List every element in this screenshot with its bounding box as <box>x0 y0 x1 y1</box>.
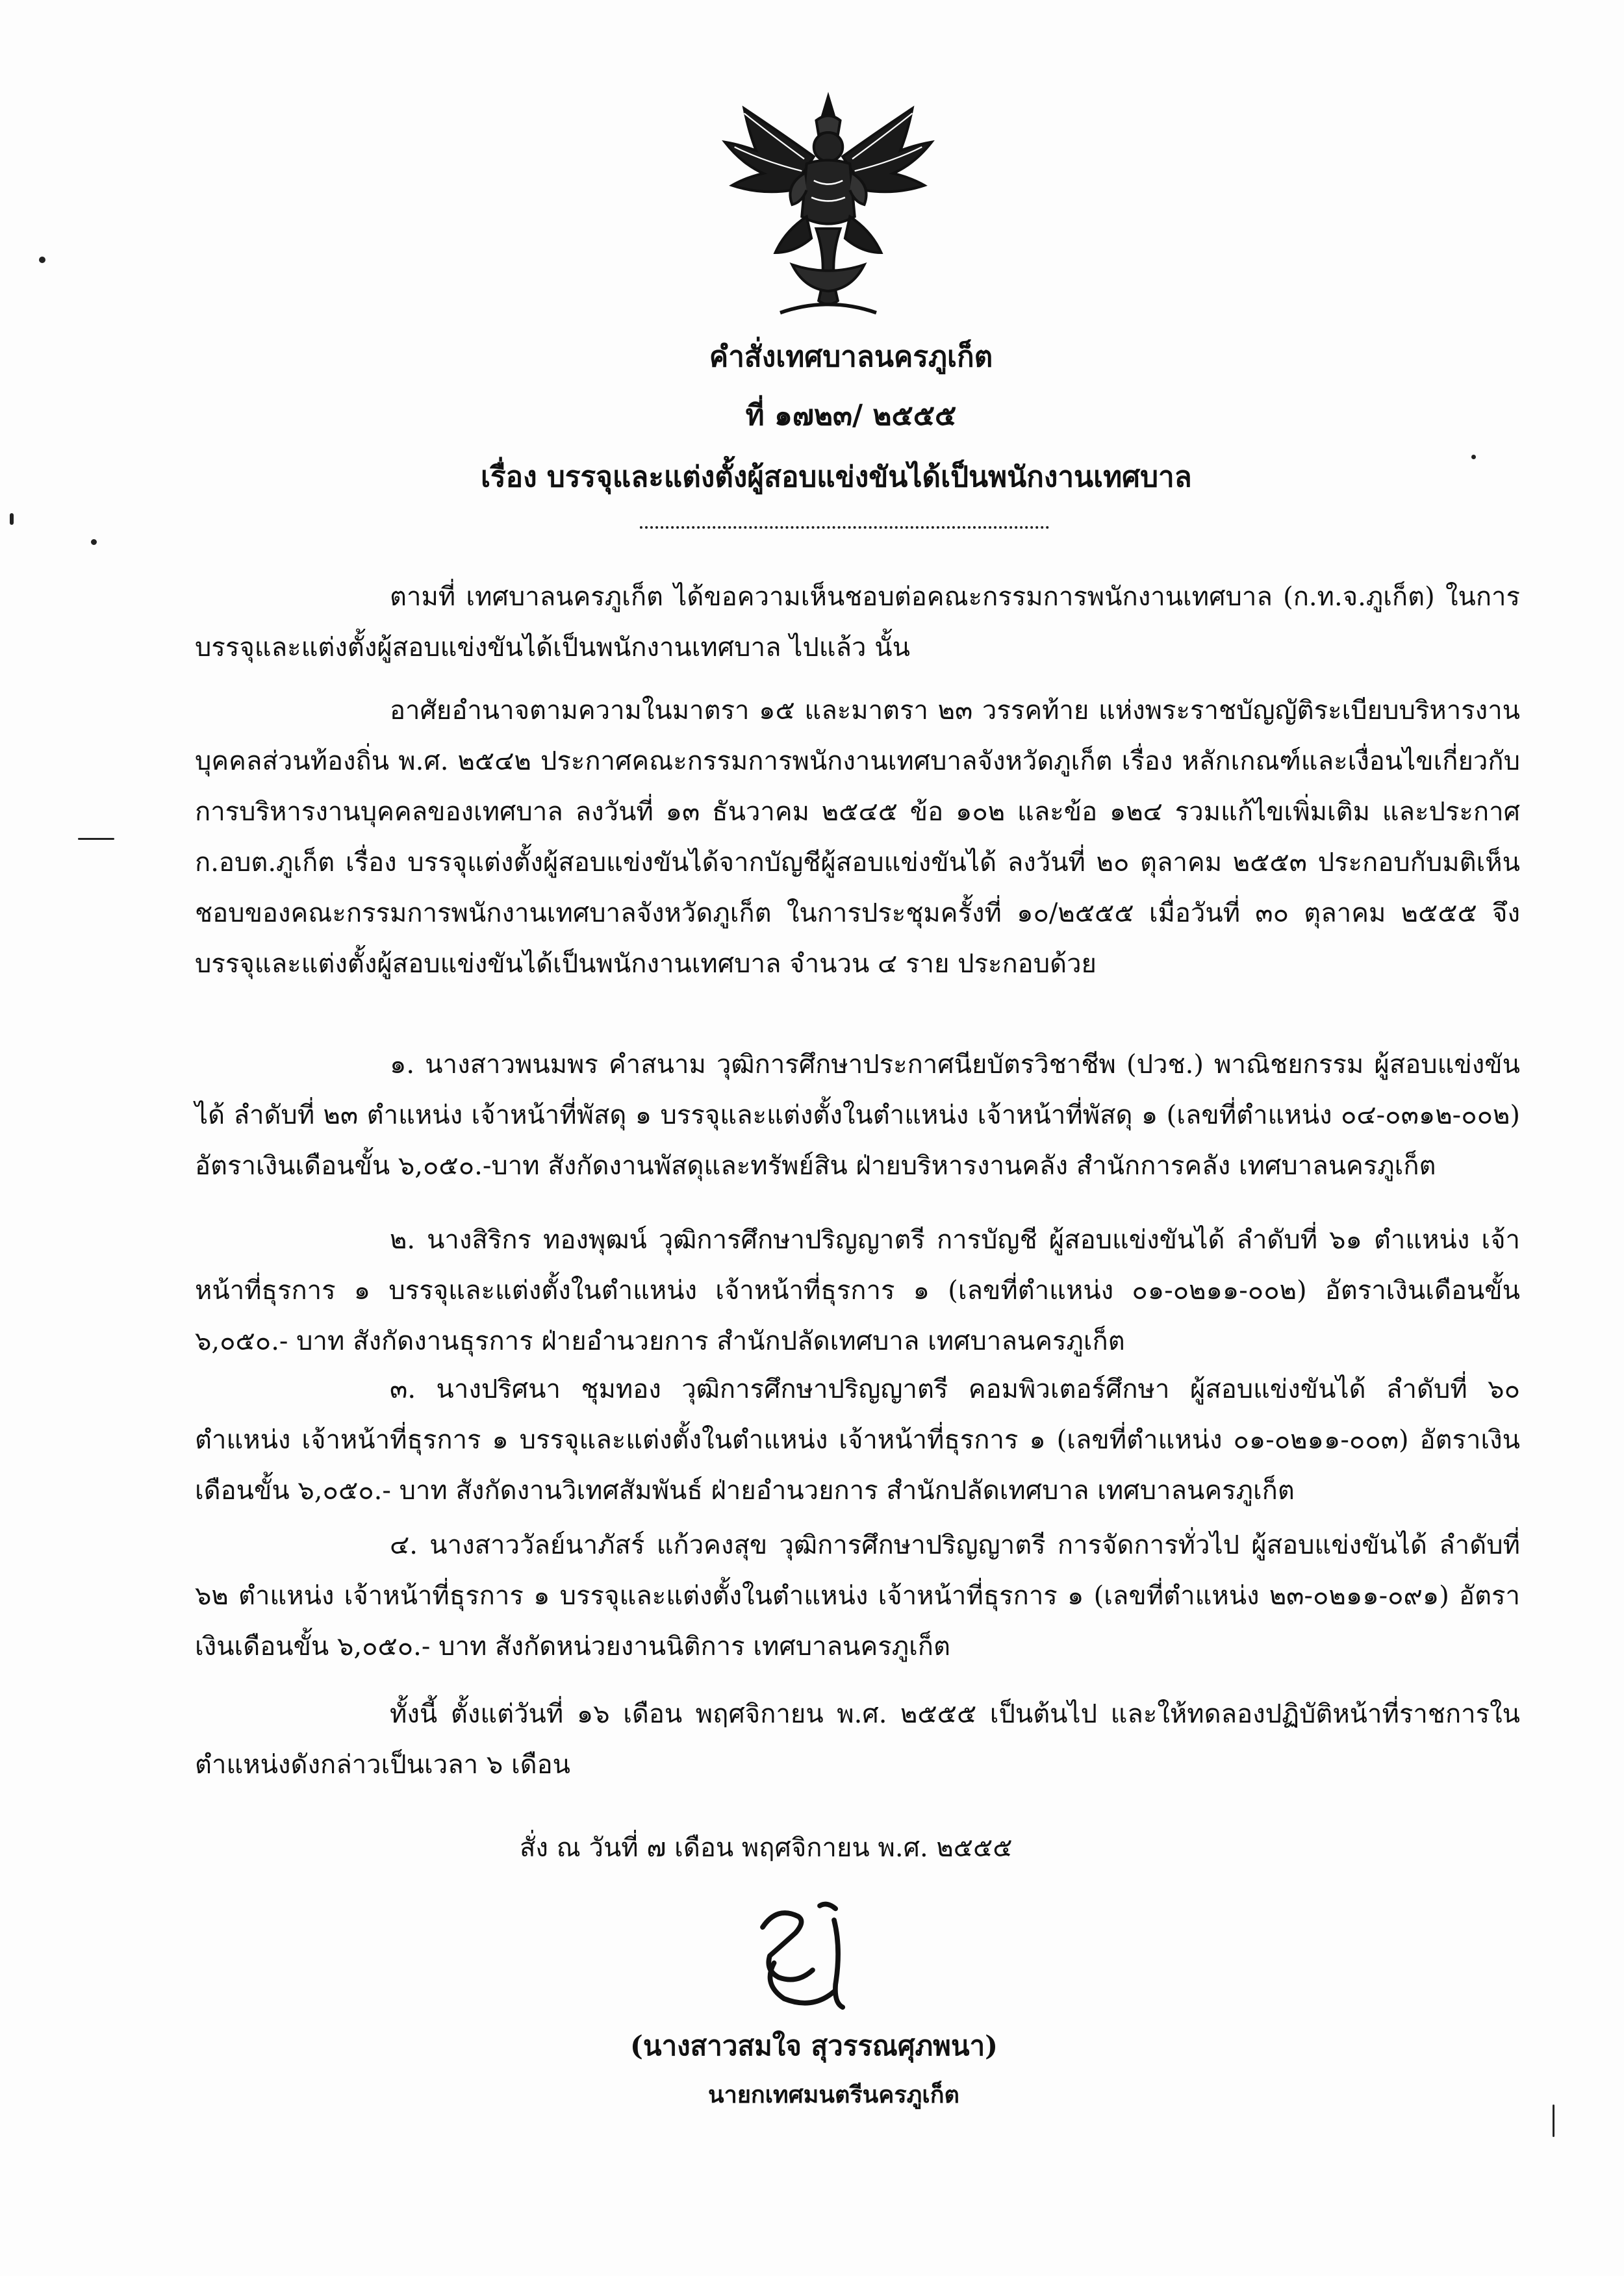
document-title: คำสั่งเทศบาลนครภูเก็ต <box>709 340 993 373</box>
document-subject: เรื่อง บรรจุและแต่งตั้งผู้สอบแข่งขันได้เป็นพนักงานเทศบาล <box>481 461 1192 494</box>
paragraph-text: ๓. นางปริศนา ชุมทอง วุฒิการศึกษาปริญญาตรี คอมพิวเตอร์ศึกษา ผู้สอบแข่งขันได้ ลำดับที่ ๖๐ ตำแหน่ง เจ้าหน้าที่ธุรการ ๑ บรรจุและแต่งตั้งในตำแหน่ง เจ้าหน้าที่ธุรการ ๑ (เลขที่ตำแหน่ง ๐๑-๐๒๑๑-๐๐๓) อัตราเงินเดือนขั้น ๖,๐๕๐.- บาท สังกัดงานวิเทศสัมพันธ์ ฝ่ายอำนวยการ สำนักปลัดเทศบาล เทศบาลนครภูเก็ต <box>195 1374 1520 1506</box>
signer-name: (นางสาวสมใจ สุวรรณศุภพนา) <box>630 2030 998 2062</box>
signer-title: นายกเทศมนตรีนครภูเก็ต <box>708 2081 959 2108</box>
paragraph-appointee-4 <box>195 1520 1520 1672</box>
dotted-divider <box>640 526 1049 529</box>
paragraph-text: ๒. นางสิริกร ทองพุฒน์ วุฒิการศึกษาปริญญาตรี การบัญชี ผู้สอบแข่งขันได้ ลำดับที่ ๖๑ ตำแหน่ง เจ้าหน้าที่ธุรการ ๑ บรรจุและแต่งตั้งในตำแหน่ง เจ้าหน้าที่ธุรการ ๑ (เลขที่ตำแหน่ง ๐๑-๐๒๑๑-๐๐๒) อัตราเงินเดือนขั้น ๖,๐๕๐.- บาท สังกัดงานธุรการ ฝ่ายอำนวยการ สำนักปลัดเทศบาล เทศบาลนครภูเก็ต <box>195 1225 1520 1356</box>
order-date: สั่ง ณ วันที่ ๗ เดือน พฤศจิกายน พ.ศ. ๒๕๕๕ <box>520 1833 1013 1863</box>
paragraph-text: อาศัยอำนาจตามความในมาตรา ๑๕ และมาตรา ๒๓ วรรคท้าย แห่งพระราชบัญญัติระเบียบบริหารงานบุคคลส่วนท้องถิ่น พ.ศ. ๒๕๔๒ ประกาศคณะกรรมการพนักงานเทศบาลจังหวัดภูเก็ต เรื่อง หลักเกณฑ์และเงื่อนไขเกี่ยวกับการบริหารงานบุคคลของเทศบาล ลงวันที่ ๑๓ ธันวาคม ๒๕๔๕ ข้อ ๑๐๒ และข้อ ๑๒๔ รวมแก้ไขเพิ่มเติม และประกาศ ก.อบต.ภูเก็ต เรื่อง บรรจุแต่งตั้งผู้สอบแข่งขันได้จากบัญชีผู้สอบแข่งขันได้ ลงวันที่ ๒๐ ตุลาคม ๒๕๕๓ ประกอบกับมติเห็นชอบของคณะกรรมการพนักงานเทศบาลจังหวัดภูเก็ต ในการประชุมครั้งที่ ๑๐/๒๕๕๕ เมื่อวันที่ ๓๐ ตุลาคม ๒๕๕๕ จึงบรรจุและแต่งตั้งผู้สอบแข่งขันได้เป็นพนักงานเทศบาล จำนวน ๔ ราย ประกอบด้วย <box>195 696 1520 979</box>
paragraph-text: ๑. นางสาวพนมพร คำสนาม วุฒิการศึกษาประกาศนียบัตรวิชาชีพ (ปวช.) พาณิชยกรรม ผู้สอบแข่งขันได้ ลำดับที่ ๒๓ ตำแหน่ง เจ้าหน้าที่พัสดุ ๑ บรรจุและแต่งตั้งในตำแหน่ง เจ้าหน้าที่พัสดุ ๑ (เลขที่ตำแหน่ง ๐๔-๐๓๑๒-๐๐๒) อัตราเงินเดือนขั้น ๖,๐๕๐.-บาท สังกัดงานพัสดุและทรัพย์สิน ฝ่ายบริหารงานคลัง สำนักการคลัง เทศบาลนครภูเก็ต <box>195 1050 1520 1181</box>
scan-speck <box>1471 455 1476 459</box>
paragraph-text: ๔. นางสาววัลย์นาภัสร์ แก้วคงสุข วุฒิการศึกษาปริญญาตรี การจัดการทั่วไป ผู้สอบแข่งขันได้ ลำดับที่ ๖๒ ตำแหน่ง เจ้าหน้าที่ธุรการ ๑ บรรจุและแต่งตั้งในตำแหน่ง เจ้าหน้าที่ธุรการ ๑ (เลขที่ตำแหน่ง ๒๓-๐๒๑๑-๐๙๑) อัตราเงินเดือนขั้น ๖,๐๕๐.- บาท สังกัดหน่วยงานนิติการ เทศบาลนครภูเก็ต <box>195 1530 1520 1662</box>
scan-speck <box>39 257 45 263</box>
paragraph-text: ทั้งนี้ ตั้งแต่วันที่ ๑๖ เดือน พฤศจิกายน พ.ศ. ๒๕๕๕ เป็นต้นไป และให้ทดลองปฏิบัติหน้าที่ราชการในตำแหน่งดังกล่าวเป็นเวลา ๖ เดือน <box>195 1699 1520 1780</box>
scan-speck <box>10 513 14 525</box>
paragraph-appointee-2 <box>195 1215 1520 1367</box>
paragraph-authority <box>195 685 1520 989</box>
scan-speck <box>91 539 97 545</box>
garuda-emblem-icon <box>708 84 948 325</box>
paragraph-text: ตามที่ เทศบาลนครภูเก็ต ได้ขอความเห็นชอบต่อคณะกรรมการพนักงานเทศบาล (ก.ท.จ.ภูเก็ต) ในการบรรจุและแต่งตั้งผู้สอบแข่งขันได้เป็นพนักงานเทศบาล ไปแล้ว นั้น <box>195 582 1520 663</box>
scan-speck <box>1553 2105 1554 2137</box>
paragraph-effective-date <box>195 1689 1520 1790</box>
paragraph-intro <box>195 572 1520 673</box>
signature-icon <box>734 1877 877 2020</box>
paragraph-appointee-3 <box>195 1364 1520 1516</box>
document-number: ที่ ๑๗๒๓/ ๒๕๕๕ <box>745 399 957 432</box>
paragraph-appointee-1 <box>195 1039 1520 1191</box>
scan-speck <box>78 838 114 840</box>
